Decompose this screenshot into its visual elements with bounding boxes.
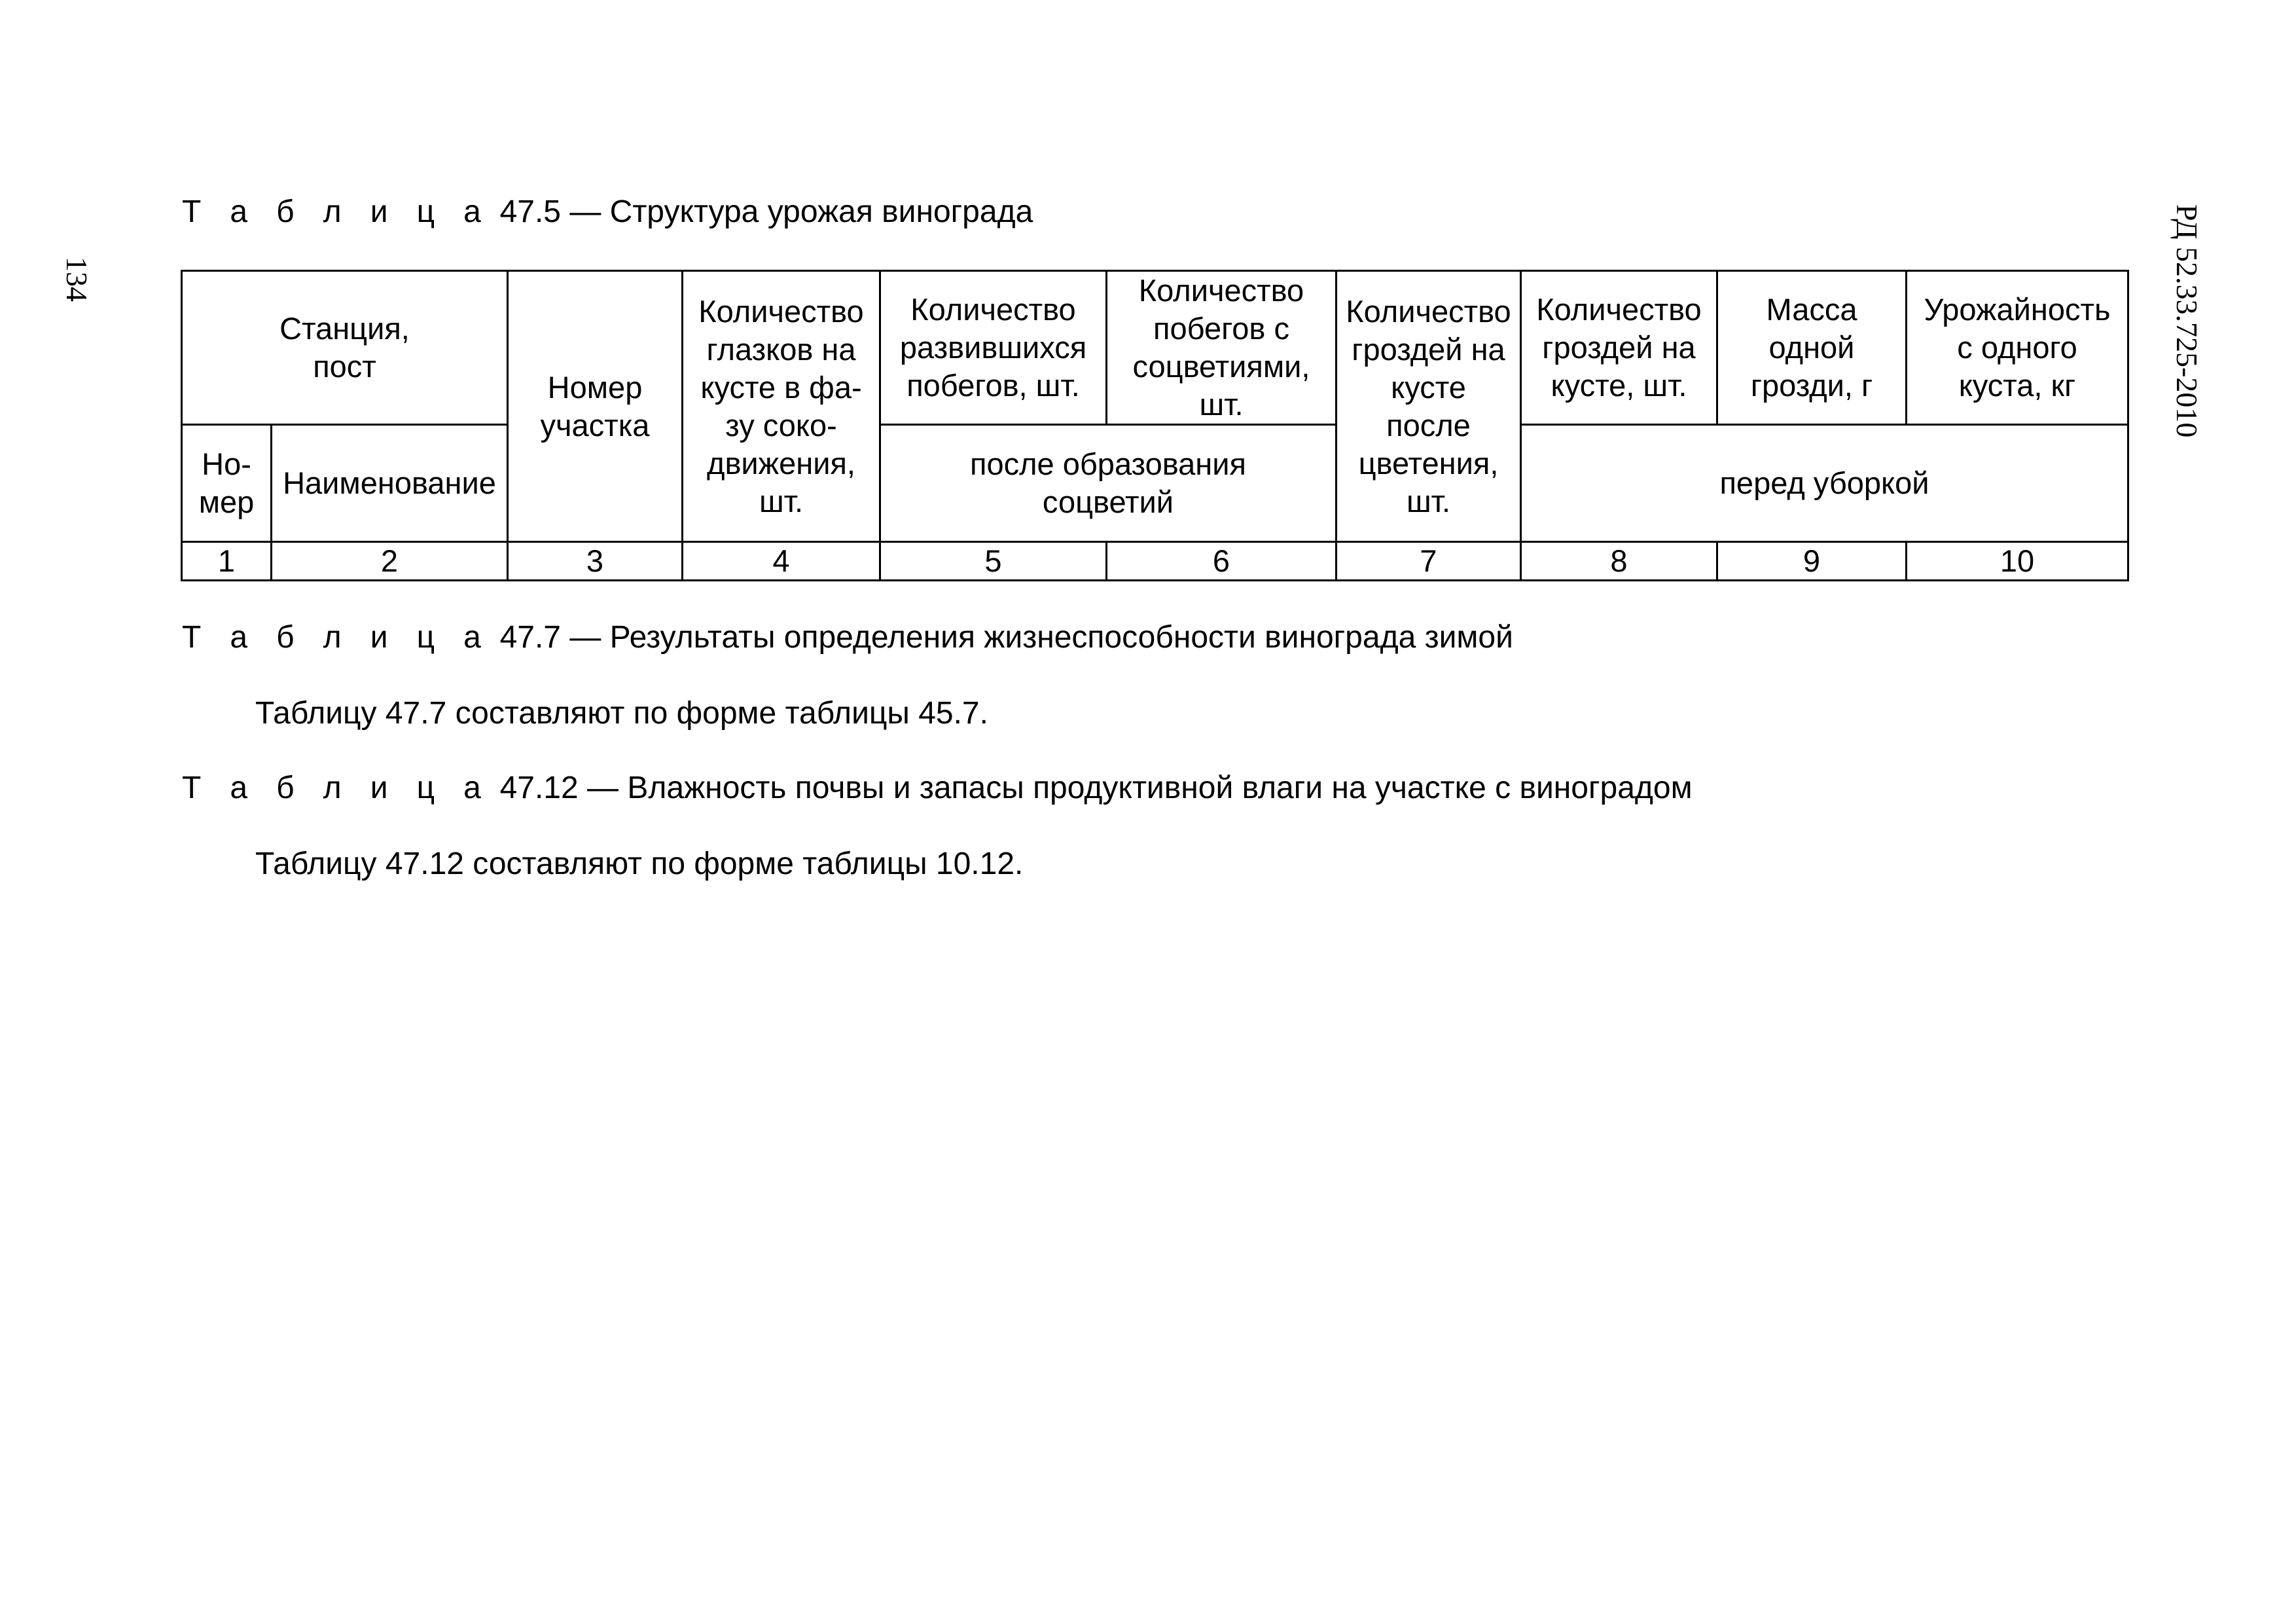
header-station: Станция, пост: [182, 271, 508, 425]
table-47-7-note: Таблицу 47.7 составляют по форме таблицы 45.7.: [255, 696, 988, 731]
caption-label: Т а б л и ц а: [182, 620, 492, 655]
header-station-name: Наименование: [272, 425, 508, 542]
column-number: 8: [1521, 542, 1717, 581]
header-before-harvest: перед уборкой: [1521, 425, 2128, 542]
caption-label: Т а б л и ц а: [182, 194, 492, 229]
header-shoots-with-inflorescences: Количество побегов с соцветиями, шт.: [1107, 271, 1336, 425]
header-cluster-mass: Масса одной грозди, г: [1717, 271, 1907, 425]
header-station-number: Но- мер: [182, 425, 272, 542]
header-buds-count: Количество глазков на кусте в фа- зу соко- движения, шт.: [683, 271, 880, 542]
header-clusters-per-bush: Количество гроздей на кусте, шт.: [1521, 271, 1717, 425]
column-number: 6: [1107, 542, 1336, 581]
header-after-inflorescence: после образования соцветий: [880, 425, 1336, 542]
caption-label: Т а б л и ц а: [182, 771, 492, 805]
column-number: 5: [880, 542, 1107, 581]
header-plot-number: Номер участка: [508, 271, 683, 542]
table-47-12-note: Таблицу 47.12 составляют по форме таблицы 10.12.: [255, 847, 1024, 881]
document-code: РД 52.33.725-2010: [2170, 204, 2204, 438]
column-number: 4: [683, 542, 880, 581]
caption-text: 47.12 — Влажность почвы и запасы продуктивной влаги на участке с виноградом: [499, 771, 1693, 805]
table-47-7-caption: [182, 621, 1513, 655]
table-47-5-caption: [182, 195, 1033, 230]
header-clusters-after-flowering: Количество гроздей на кусте после цветения, шт.: [1336, 271, 1521, 542]
column-number: 1: [182, 542, 272, 581]
column-number: 7: [1336, 542, 1521, 581]
column-number: 2: [272, 542, 508, 581]
header-developed-shoots: Количество развившихся побегов, шт.: [880, 271, 1107, 425]
column-number: 10: [1907, 542, 2128, 581]
header-yield-per-bush: Урожайность с одного куста, кг: [1907, 271, 2128, 425]
column-number: 3: [508, 542, 683, 581]
page-number: 134: [60, 257, 94, 302]
caption-text: 47.7 — Результаты определения жизнеспособности винограда зимой: [499, 620, 1513, 655]
column-number: 9: [1717, 542, 1907, 581]
table-47-12-caption: [182, 771, 1693, 806]
caption-text: 47.5 — Структура урожая винограда: [499, 194, 1033, 229]
table-47-5: [181, 270, 2129, 581]
